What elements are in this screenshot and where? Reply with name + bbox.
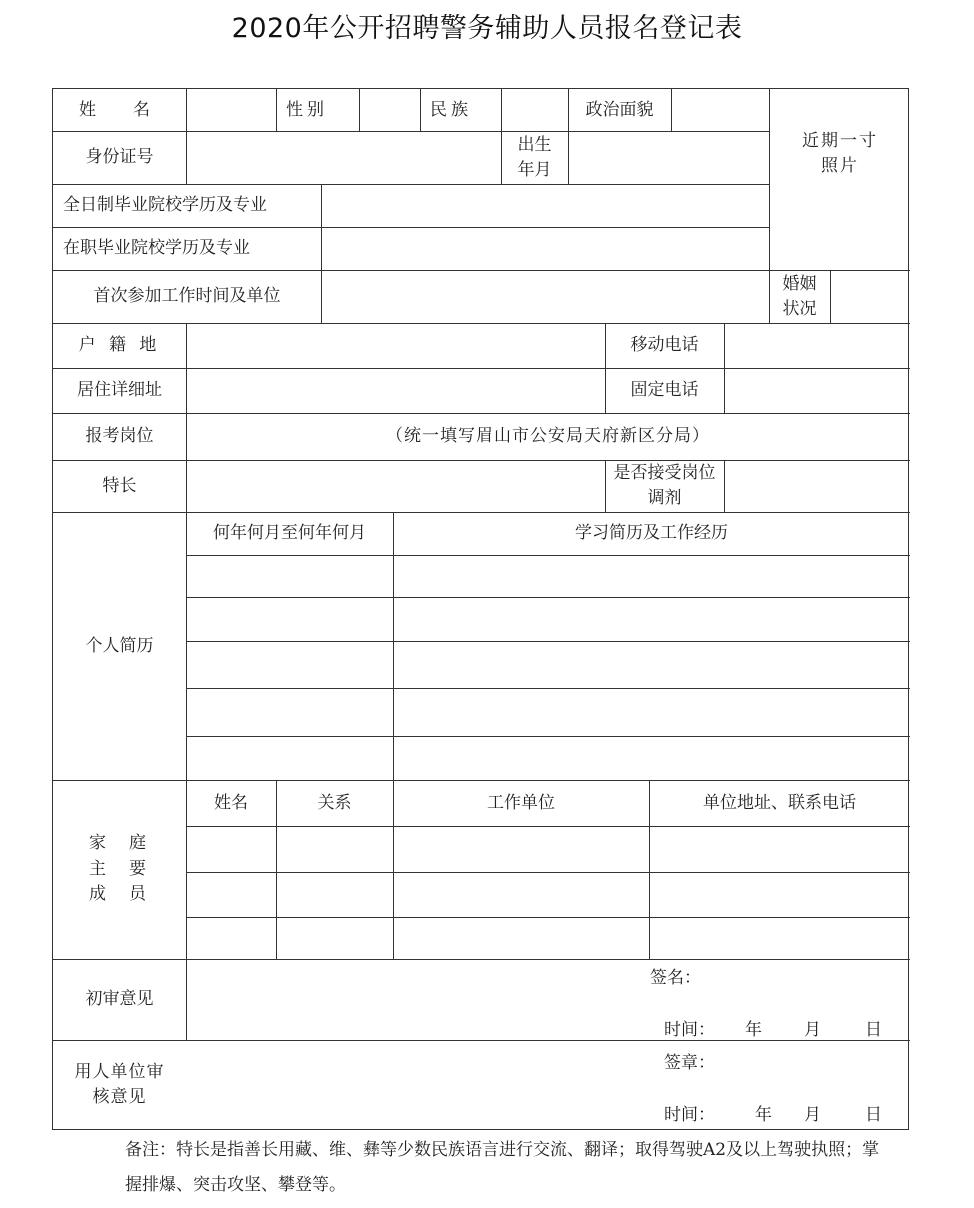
resume-period-header: 何年何月至何年何月 bbox=[213, 523, 366, 544]
family-name-input[interactable] bbox=[187, 918, 275, 958]
preliminary-signature-label: 签名： bbox=[650, 968, 701, 988]
mobile-phone-input[interactable] bbox=[725, 324, 909, 367]
family-contact-input[interactable] bbox=[650, 873, 909, 916]
photo-label: 近期一寸照片 bbox=[802, 131, 878, 176]
political-status-label: 政治面貌 bbox=[585, 99, 654, 120]
family-members-label: 家 庭 主 要 成 员 bbox=[89, 833, 149, 905]
political-status-input[interactable] bbox=[672, 90, 768, 130]
household-label: 户 籍 地 bbox=[78, 335, 161, 356]
inservice-education-label: 在职毕业院校学历及专业 bbox=[63, 238, 250, 259]
inservice-education-input[interactable] bbox=[322, 228, 768, 269]
preliminary-day-label: 日 bbox=[865, 1020, 882, 1040]
position-label: 报考岗位 bbox=[85, 426, 154, 447]
family-work-input[interactable] bbox=[394, 827, 648, 871]
job-adjustment-input[interactable] bbox=[725, 461, 909, 511]
address-label: 居住详细址 bbox=[77, 380, 162, 401]
gender-label: 性别 bbox=[286, 99, 328, 120]
family-work-input[interactable] bbox=[394, 918, 648, 958]
preliminary-year-label: 年 bbox=[745, 1020, 762, 1040]
fulltime-education-label: 全日制毕业院校学历及专业 bbox=[63, 195, 267, 216]
resume-period-input[interactable] bbox=[187, 689, 392, 735]
employer-year-label: 年 bbox=[755, 1105, 772, 1125]
family-relation-input[interactable] bbox=[277, 873, 392, 916]
family-name-input[interactable] bbox=[187, 873, 275, 916]
resume-history-input[interactable] bbox=[394, 689, 909, 735]
family-relation-input[interactable] bbox=[277, 827, 392, 871]
employer-review-input[interactable] bbox=[187, 1041, 909, 1129]
ethnicity-label: 民族 bbox=[430, 99, 472, 120]
resume-history-input[interactable] bbox=[394, 598, 909, 640]
landline-phone-input[interactable] bbox=[725, 369, 909, 412]
form-title: 2020年公开招聘警务辅助人员报名登记表 bbox=[231, 13, 743, 44]
preliminary-review-input[interactable] bbox=[187, 960, 909, 1039]
resume-period-input[interactable] bbox=[187, 556, 392, 596]
id-number-label: 身份证号 bbox=[85, 147, 154, 168]
employer-day-label: 日 bbox=[865, 1105, 882, 1125]
mobile-phone-label: 移动电话 bbox=[630, 335, 699, 356]
name-input[interactable] bbox=[187, 90, 275, 130]
birth-date-input[interactable] bbox=[569, 132, 768, 183]
name-label: 姓 名 bbox=[79, 99, 160, 120]
ethnicity-input[interactable] bbox=[502, 90, 567, 130]
remarks-note: 备注：特长是指善长用藏、维、彝等少数民族语言进行交流、翻译；取得驾驶A2及以上驾驶执照；掌握排爆、突击攻坚、攀登等。 bbox=[125, 1140, 880, 1195]
employer-month-label: 月 bbox=[804, 1105, 821, 1125]
family-name-header: 姓名 bbox=[214, 792, 248, 813]
specialty-label: 特长 bbox=[102, 475, 137, 496]
birth-date-label: 出生年月 bbox=[517, 134, 552, 180]
employer-seal-label: 签章： bbox=[664, 1053, 715, 1073]
landline-phone-label: 固定电话 bbox=[630, 380, 699, 401]
employer-review-label: 用人单位审核意见 bbox=[74, 1062, 165, 1107]
marital-status-label: 婚姻状况 bbox=[782, 273, 817, 319]
position-value: （统一填写眉山市公安局天府新区分局） bbox=[386, 426, 710, 447]
first-job-input[interactable] bbox=[322, 271, 768, 322]
marital-status-input[interactable] bbox=[831, 271, 909, 322]
family-contact-header: 单位地址、联系电话 bbox=[703, 792, 856, 813]
first-job-label: 首次参加工作时间及单位 bbox=[93, 286, 281, 307]
resume-history-input[interactable] bbox=[394, 737, 909, 779]
resume-history-input[interactable] bbox=[394, 642, 909, 687]
family-relation-input[interactable] bbox=[277, 918, 392, 958]
resume-period-input[interactable] bbox=[187, 737, 392, 779]
resume-label: 个人简历 bbox=[85, 635, 154, 656]
family-work-header: 工作单位 bbox=[487, 792, 555, 813]
resume-period-input[interactable] bbox=[187, 598, 392, 640]
family-contact-input[interactable] bbox=[650, 827, 909, 871]
household-input[interactable] bbox=[187, 324, 604, 367]
fulltime-education-input[interactable] bbox=[322, 185, 768, 226]
registration-form bbox=[52, 88, 909, 1130]
address-input[interactable] bbox=[187, 369, 604, 412]
family-work-input[interactable] bbox=[394, 873, 648, 916]
family-contact-input[interactable] bbox=[650, 918, 909, 958]
preliminary-month-label: 月 bbox=[804, 1020, 821, 1040]
family-relation-header: 关系 bbox=[317, 792, 352, 813]
resume-history-input[interactable] bbox=[394, 556, 909, 596]
job-adjustment-label: 是否接受岗位调剂 bbox=[613, 463, 716, 508]
preliminary-time-label: 时间： bbox=[664, 1020, 715, 1040]
gender-input[interactable] bbox=[360, 90, 419, 130]
id-number-input[interactable] bbox=[187, 132, 500, 183]
photo-box[interactable] bbox=[770, 129, 910, 229]
resume-history-header: 学习简历及工作经历 bbox=[575, 523, 728, 544]
preliminary-review-label: 初审意见 bbox=[85, 989, 154, 1010]
family-name-input[interactable] bbox=[187, 827, 275, 871]
specialty-input[interactable] bbox=[187, 461, 604, 511]
resume-period-input[interactable] bbox=[187, 642, 392, 687]
employer-time-label: 时间： bbox=[664, 1105, 715, 1125]
